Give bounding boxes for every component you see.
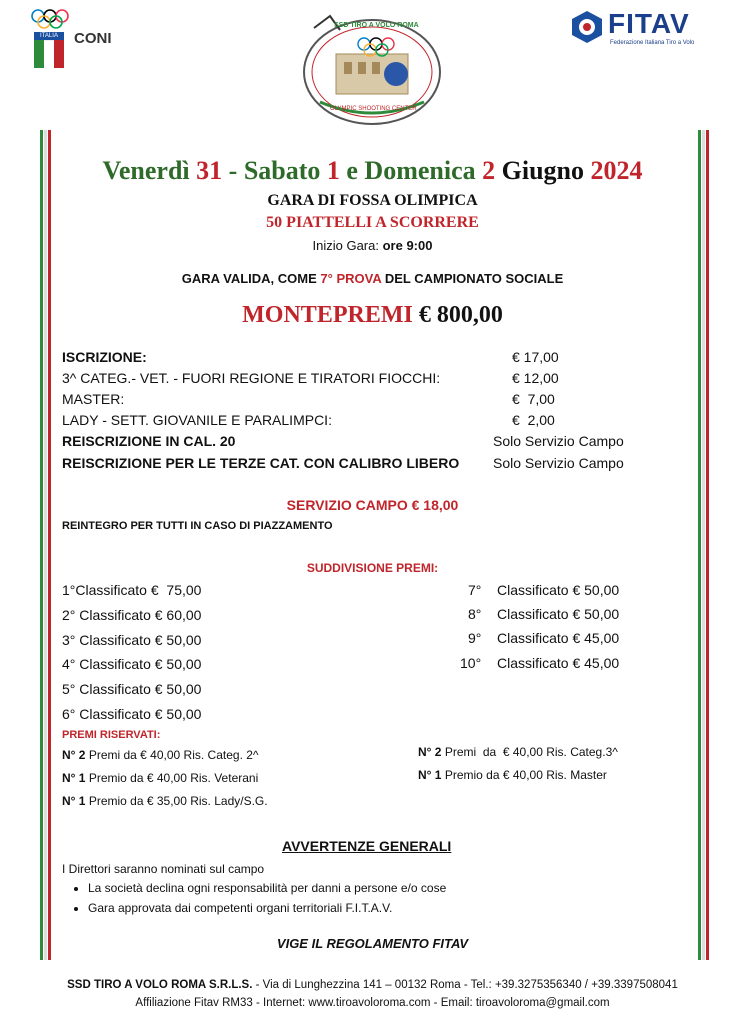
prize-text: Classificato € 75,00 [75,582,202,598]
title-num2: 1 [326,156,340,185]
reintegro-note: REINTEGRO PER TUTTI IN CASO DI PIAZZAMENTO [62,520,333,532]
left-white-stripe [44,130,47,960]
club-logo [300,6,445,128]
montepremi [0,302,745,329]
title-day3: e Domenica [346,156,476,185]
riservato-text: Premio da € 40,00 Ris. Master [441,768,607,782]
prize-row [62,681,201,697]
premi-riservati-title: PREMI RISERVATI: [62,729,161,741]
iscrizione-label: 3^ CATEG.- VET. - FUORI REGIONE E TIRATORI FIOCCHI: [62,370,441,386]
coni-logo [30,8,120,68]
inizio-label: Inizio Gara: [312,238,379,253]
title-month: Giugno [501,156,585,185]
prize-position: 9° [468,630,482,647]
olympic-rings-icon [30,8,70,30]
riservato-row [62,748,259,762]
valida-highlight: 7° PROVA [320,271,382,286]
prize-position: 7° [468,582,482,598]
fitav-subtitle: Federazione Italiana Tiro a Volo [610,40,695,46]
prize-text: Classificato € 50,00 [497,582,620,598]
avvertenze-title: AVVERTENZE GENERALI [282,838,452,854]
iscrizione-value: Solo Servizio Campo [493,433,624,449]
prize-row [62,607,201,623]
prize-position: 1° [62,582,76,598]
title-year: 2024 [590,156,643,185]
prize-position: 6° [62,706,76,722]
fitav-emblem-icon [570,10,604,44]
iscrizione-label: REISCRIZIONE IN CAL. 20 [62,433,236,449]
prize-text: Classificato € 50,00 [497,606,620,623]
piattelli-info: 50 PIATTELLI A SCORRERE [266,214,479,231]
iscrizione-value: € 7,00 [512,391,555,407]
prize-text: Classificato € 45,00 [497,654,620,671]
montepremi-value: € 800,00 [418,302,503,328]
inizio-value: ore 9:00 [382,238,433,253]
riservato-prefix: N° 1 [62,771,86,785]
iscrizione-label: LADY - SETT. GIOVANILE E PARALIMPCI: [62,412,332,428]
footer-line2: Affiliazione Fitav RM33 - Internet: www.tiroavoloroma.com - Email: tiroavoloroma@gmail.com [135,997,610,1009]
prize-position: 8° [468,606,482,623]
valida-pre: GARA VALIDA, COME [181,271,317,286]
italia-label: ITALIA [34,32,64,40]
riservato-row [62,794,268,808]
riservato-prefix: N° 1 [62,794,86,808]
servizio-campo: SERVIZIO CAMPO € 18,00 [286,497,459,513]
avvertenze-bullets [70,878,446,918]
footer-company: SSD TIRO A VOLO ROMA S.R.L.S. [67,979,253,991]
iscrizione-value: € 17,00 [512,349,559,365]
montepremi-label: MONTEPREMI [242,302,413,328]
prize-position: 4° [62,656,76,673]
left-red-stripe [48,130,51,960]
prize-text: Classificato € 60,00 [75,606,202,623]
event-dates-title [0,156,745,186]
riservato-row [418,768,607,782]
valida-post: DEL CAMPIONATO SOCIALE [384,271,564,286]
gara-type: GARA DI FOSSA OLIMPICA [267,192,478,209]
prize-text: Classificato € 50,00 [75,656,202,673]
fitav-label: FITAV [608,8,690,39]
avvertenze-bullet: • La società declina ogni responsabilità per danni a persone e/o cose [88,878,446,898]
riservato-text: Premio da € 40,00 Ris. Veterani [85,771,259,785]
title-day2: Sabato [243,156,321,185]
avvertenze-intro: I Direttori saranno nominati sul campo [62,862,265,876]
iscrizione-value: € 12,00 [512,370,559,386]
prize-text: Classificato € 50,00 [75,631,202,648]
iscrizione-label: REISCRIZIONE PER LE TERZE CAT. CON CALIBRO LIBERO [62,455,460,471]
right-red-stripe [706,130,709,960]
fitav-logo [570,10,720,50]
right-green-stripe [698,130,701,960]
club-logo-text: SSD TIRO A VOLO ROMA [334,22,419,29]
prize-row [62,656,201,672]
left-green-stripe [40,130,43,960]
iscrizione-label: MASTER: [62,391,125,407]
riservato-text: Premi da € 40,00 Ris. Categ.3^ [441,745,618,759]
prize-text: Classificato € 50,00 [75,681,202,698]
prize-row [62,582,201,598]
riservato-prefix: N° 2 [62,748,86,762]
prize-position: 3° [62,631,76,648]
prize-position: 5° [62,681,76,698]
riservato-prefix: N° 2 [418,745,442,759]
title-dash: - [228,156,238,185]
club-logo-subtext: OLYMPIC SHOOTING CENTER [330,106,417,112]
riservato-row [418,745,618,759]
avvertenze-bullet: • Gara approvata dai competenti organi territoriali F.I.T.A.V. [88,898,446,918]
riservato-prefix: N° 1 [418,768,442,782]
title-day1: Venerdì [102,156,190,185]
iscrizione-value: € 2,00 [512,412,555,428]
title-num1: 31 [196,156,223,185]
title-num3: 2 [482,156,496,185]
iscrizione-value: Solo Servizio Campo [493,455,624,471]
prize-row [62,706,201,722]
coni-label: CONI [74,30,112,47]
riservato-text: Premio da € 35,00 Ris. Lady/S.G. [85,794,268,808]
prize-position: 2° [62,606,76,623]
prize-position: 10° [460,654,482,671]
prize-text: Classificato € 45,00 [497,630,620,647]
footer-line1 [0,979,745,991]
riservato-row [62,771,258,785]
riservato-text: Premi da € 40,00 Ris. Categ. 2^ [85,748,259,762]
regolamento-note: VIGE IL REGOLAMENTO FITAV [276,936,469,951]
inizio-gara [0,238,745,253]
suddivisione-title: SUDDIVISIONE PREMI: [306,561,439,575]
iscrizione-label: ISCRIZIONE: [62,349,147,365]
footer-address: - Via di Lunghezzina 141 – 00132 Roma - Tel.: +39.3275356340 / +39.3397508041 [252,979,678,991]
prize-text: Classificato € 50,00 [75,706,202,722]
gara-valida [0,271,745,286]
italia-shield-icon [34,32,64,70]
right-white-stripe [702,130,705,960]
prize-row [62,632,201,648]
